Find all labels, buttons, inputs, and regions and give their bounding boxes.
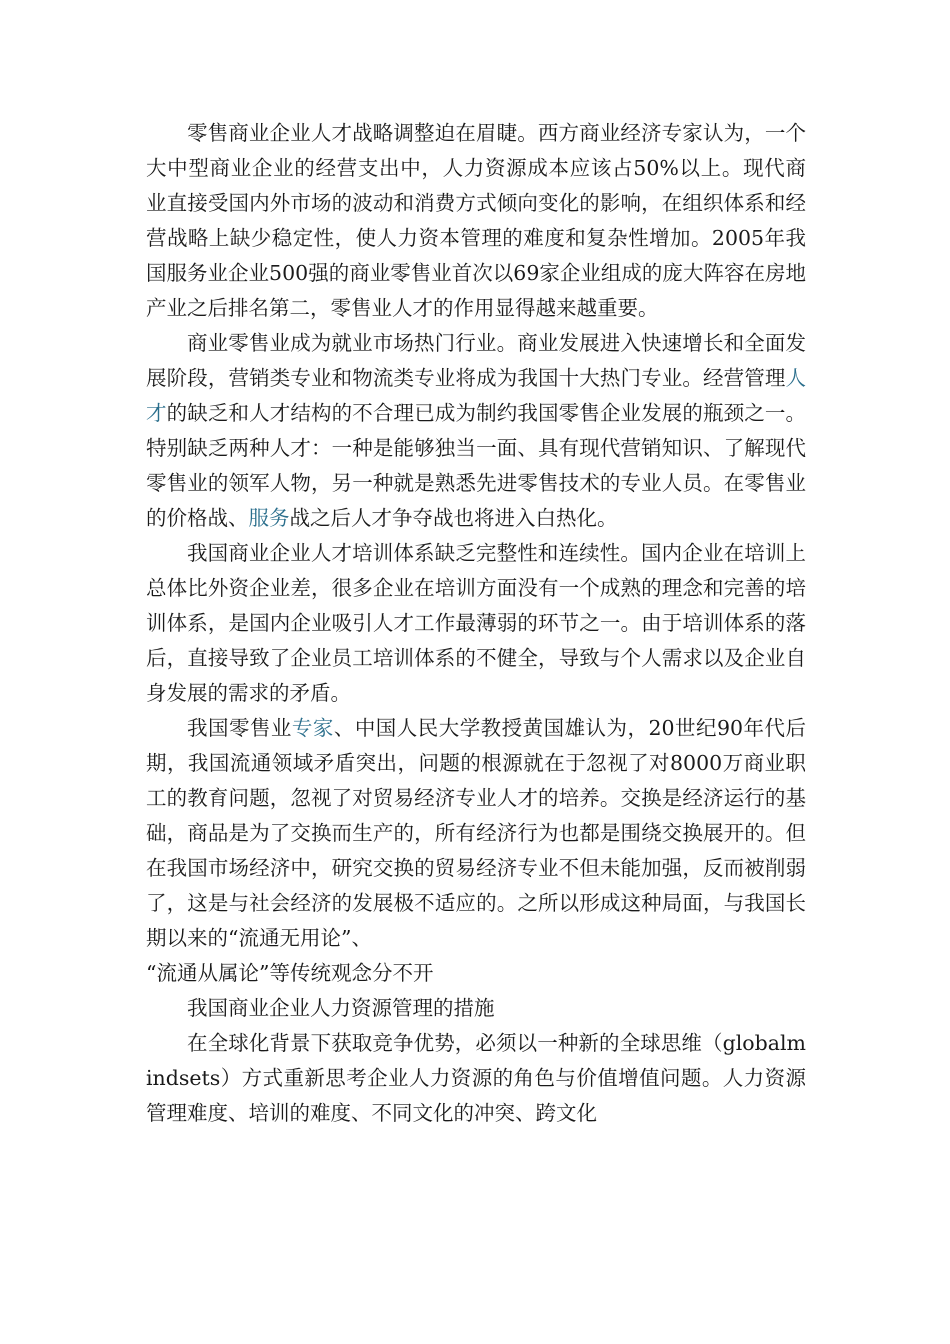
paragraph-globalization [146, 1026, 806, 1131]
paragraph-text: 的缺乏和人才结构的不合理已成为制约我国零售企业发展的瓶颈之一。特别缺乏两种人才：一种是能够独当一面、具有现代营销知识、了解现代零售业的领军人物，另一种就是熟悉先进零售技术的专业人员。在零售业的价格战、 [146, 401, 807, 530]
paragraph-expert-opinion [146, 711, 806, 956]
link-service[interactable]: 服务 [248, 506, 290, 530]
paragraph-text: 战之后人才争夺战也将进入白热化。 [289, 506, 618, 530]
paragraph-text: 在全球化背景下获取竞争优势，必须以一种新的全球思维（globalmindsets）方式重新思考企业人力资源的角色与价值增值问题。人力资源管理难度、培训的难度、不同文化的冲突、跨文化 [146, 1031, 806, 1125]
paragraph-text: 我国商业企业人才培训体系缺乏完整性和连续性。国内企业在培训上总体比外资企业差，很多企业在培训方面没有一个成熟的理念和完善的培训体系，是国内企业吸引人才工作最薄弱的环节之一。由于培训体系的落后，直接导致了企业员工培训体系的不健全，导致与个人需求以及企业自身发展的需求的矛盾。 [146, 541, 806, 705]
paragraph-text: 、中国人民大学教授黄国雄认为，20世纪90年代后期，我国流通领域矛盾突出，问题的根源就在于忽视了对8000万商业职工的教育问题，忽视了对贸易经济专业人才的培养。交换是经济运行的基础，商品是为了交换而生产的，所有经济行为也都是围绕交换展开的。但在我国市场经济中，研究交换的贸易经济专业不但未能加强，反而被削弱了，这是与社会经济的发展极不适应的。之所以形成这种局面，与我国长期以来的“流通无用论”、 [146, 716, 807, 950]
heading-text: 我国商业企业人力资源管理的措施 [187, 996, 495, 1020]
document-body [146, 116, 806, 1131]
section-heading-measures [146, 991, 806, 1026]
paragraph-continuation [146, 956, 806, 991]
paragraph-text: 商业零售业成为就业市场热门行业。商业发展进入快速增长和全面发展阶段，营销类专业和物流类专业将成为我国十大热门专业。经营管理 [146, 331, 806, 390]
paragraph-text: 零售商业企业人才战略调整迫在眉睫。西方商业经济专家认为，一个大中型商业企业的经营支出中，人力资源成本应该占50%以上。现代商业直接受国内外市场的波动和消费方式倾向变化的影响，在组织体系和经营战略上缺少稳定性，使人力资本管理的难度和复杂性增加。2005年我国服务业企业500强的商业零售业首次以69家企业组成的庞大阵容在房地产业之后排名第二，零售业人才的作用显得越来越重要。 [146, 121, 806, 320]
paragraph-hot-industry [146, 326, 806, 536]
paragraph-talent-strategy [146, 116, 806, 326]
paragraph-text: “流通从属论”等传统观念分不开 [146, 961, 434, 985]
link-expert[interactable]: 专家 [291, 716, 334, 740]
paragraph-text: 我国零售业 [187, 716, 292, 740]
paragraph-training-system [146, 536, 806, 711]
link-talent[interactable]: 人才 [146, 366, 806, 425]
